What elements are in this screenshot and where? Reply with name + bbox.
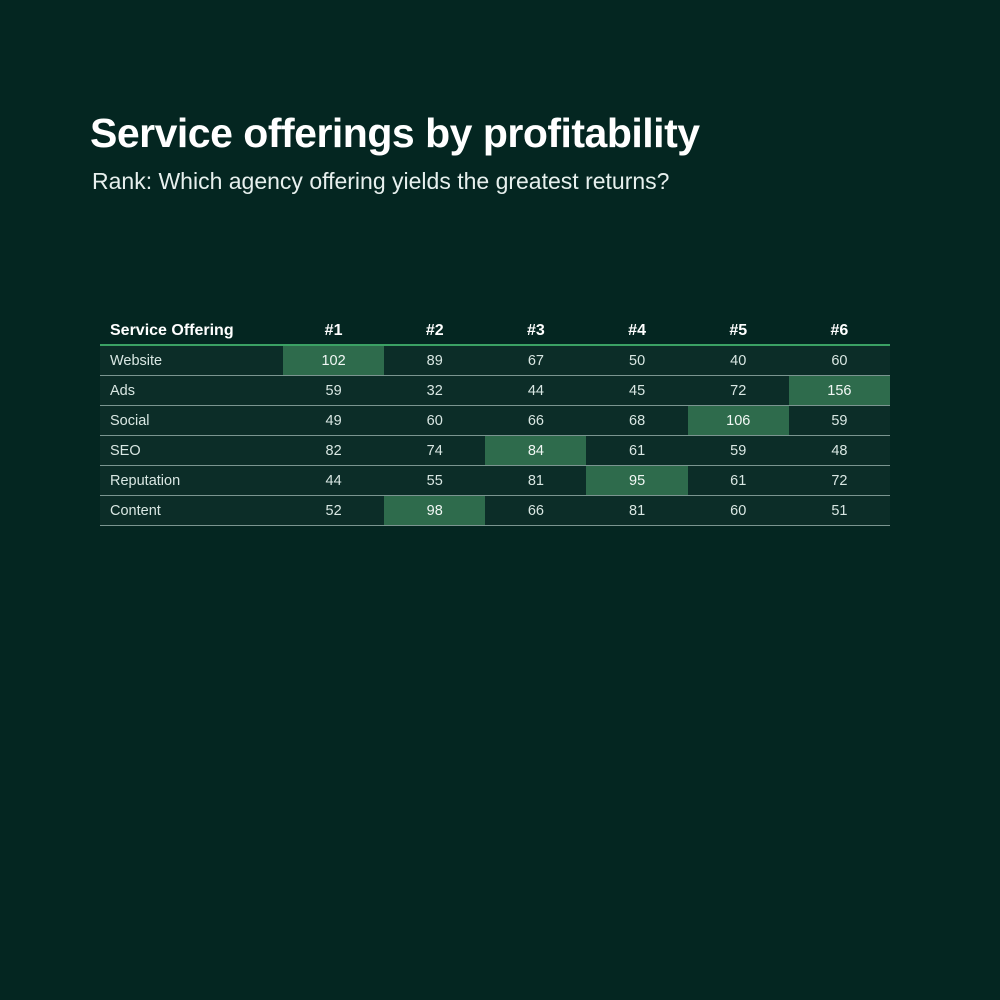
table-cell: 81	[527, 472, 544, 489]
table-cell: 84	[485, 436, 586, 465]
table-cell: 82	[325, 442, 342, 459]
table-cell: 59	[831, 412, 848, 429]
table-cell: 51	[831, 502, 848, 519]
table-cell: 60	[730, 502, 747, 519]
table-cell: 59	[730, 442, 747, 459]
table-cell: 48	[831, 442, 848, 459]
table-cell: 61	[629, 442, 646, 459]
page-subtitle: Rank: Which agency offering yields the greatest returns?	[92, 168, 670, 194]
row-label: SEO	[110, 442, 141, 459]
table-row-seo	[100, 436, 890, 466]
row-label: Website	[110, 352, 163, 369]
column-header-rank-4: #4	[628, 322, 646, 339]
table-cell: 98	[384, 496, 485, 525]
table-cell: 44	[325, 472, 342, 489]
table-cell: 66	[527, 502, 544, 519]
row-label: Content	[110, 502, 161, 519]
table-cell: 52	[325, 502, 342, 519]
table-cell: 50	[629, 352, 646, 369]
table-cell: 32	[426, 382, 443, 399]
table-cell: 60	[831, 352, 848, 369]
table-cell: 81	[629, 502, 646, 519]
row-label: Social	[110, 412, 150, 429]
table-cell: 89	[426, 352, 443, 369]
row-label: Reputation	[110, 472, 181, 489]
table-cell: 40	[730, 352, 747, 369]
table-cell: 156	[789, 376, 890, 405]
table-cell: 59	[325, 382, 342, 399]
table-cell: 72	[730, 382, 747, 399]
table-cell: 106	[688, 406, 789, 435]
table-cell: 61	[730, 472, 747, 489]
table-cell: 60	[426, 412, 443, 429]
table-cell: 102	[283, 346, 384, 375]
table-row-ads	[100, 376, 890, 406]
table-cell: 45	[629, 382, 646, 399]
table-cell: 72	[831, 472, 848, 489]
table-row-website	[100, 346, 890, 376]
column-header-rank-6: #6	[830, 322, 849, 339]
table-cell: 44	[527, 382, 544, 399]
table-cell: 95	[586, 466, 687, 495]
column-header-rank-3: #3	[527, 322, 545, 339]
row-label: Ads	[110, 382, 135, 399]
profitability-table	[100, 318, 890, 526]
column-header-rank-2: #2	[425, 322, 444, 339]
table-cell: 66	[527, 412, 544, 429]
column-header-rank-1: #1	[324, 322, 343, 339]
table-header-row	[100, 318, 890, 346]
table-cell: 49	[325, 412, 342, 429]
table-row-reputation	[100, 466, 890, 496]
table-cell: 68	[629, 412, 646, 429]
table-cell: 74	[426, 442, 443, 459]
table-cell: 55	[426, 472, 443, 489]
table-row-social	[100, 406, 890, 436]
table-row-content	[100, 496, 890, 526]
table-cell: 67	[527, 352, 544, 369]
page-title: Service offerings by profitability	[90, 110, 700, 156]
column-header-rank-5: #5	[729, 322, 748, 339]
column-header-service-offering: Service Offering	[110, 322, 234, 339]
